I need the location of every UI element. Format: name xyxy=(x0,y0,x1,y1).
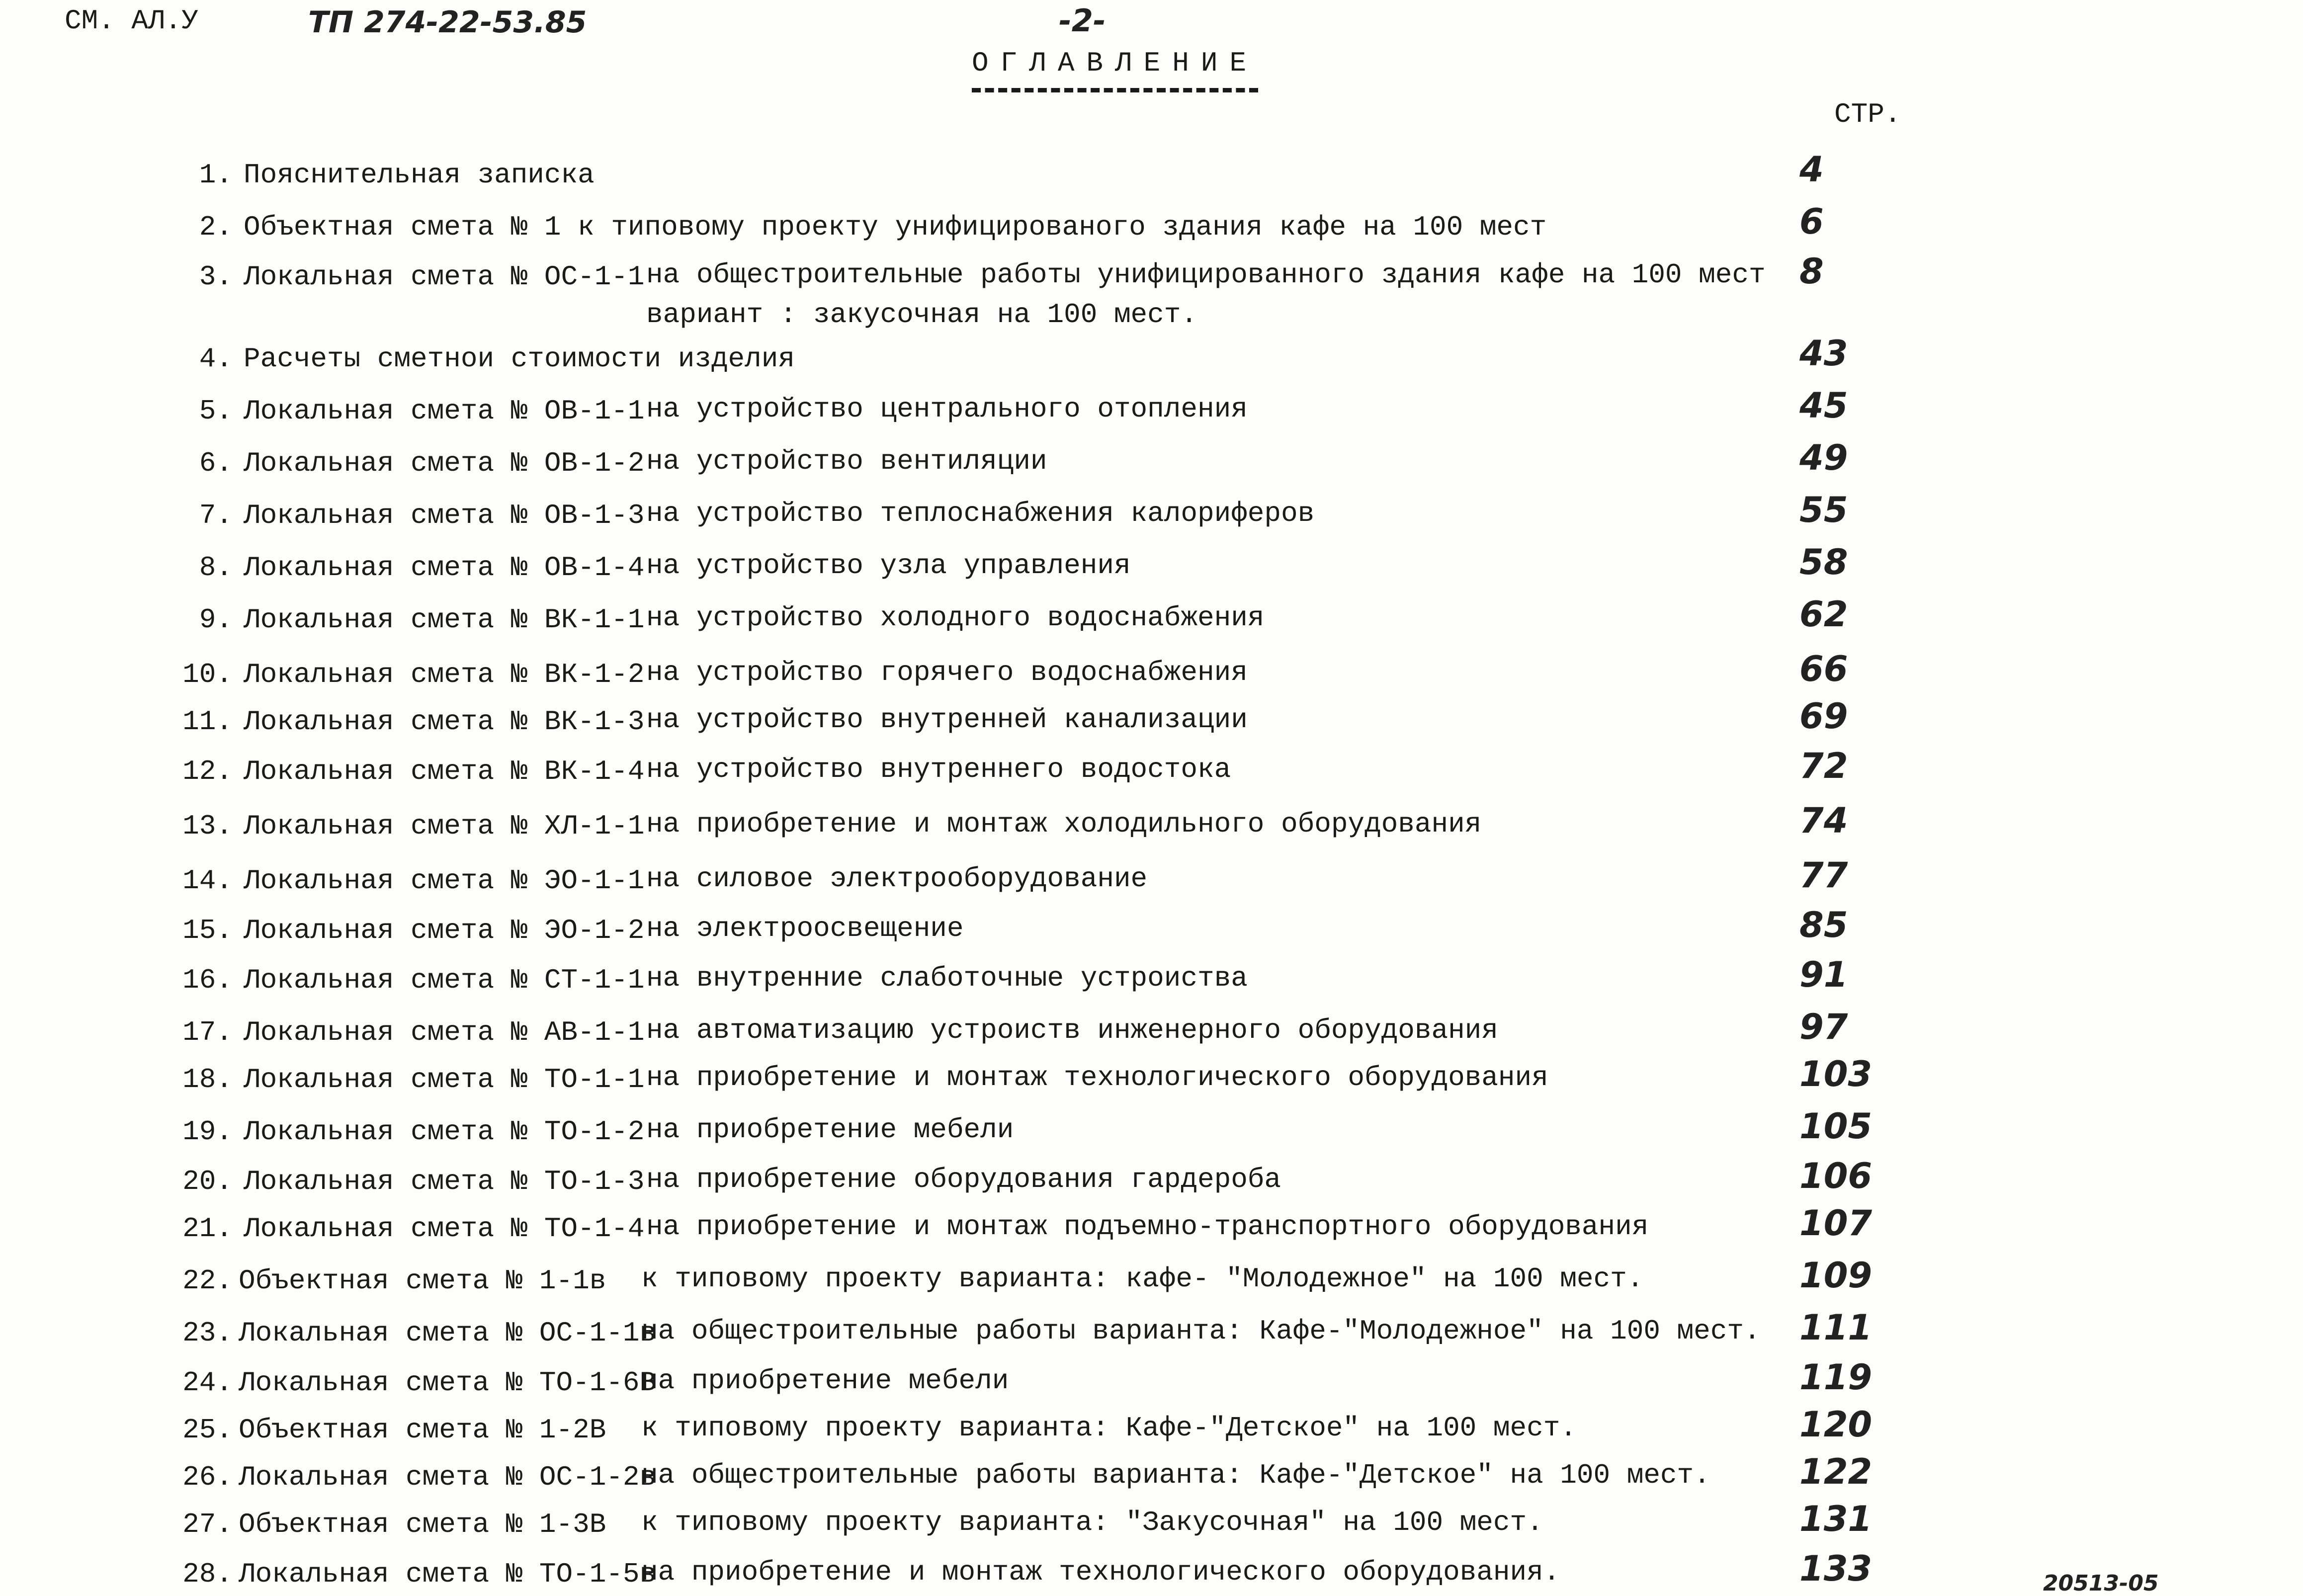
toc-row xyxy=(0,385,2303,430)
toc-item-number: 8. xyxy=(199,552,233,584)
toc-item-number: 12. xyxy=(182,756,233,787)
toc-item-number: 24. xyxy=(182,1367,233,1399)
toc-item-description: на общестроительные работы варианта: Кафе-"Молодежное" на 100 мест. xyxy=(641,1315,1761,1347)
toc-row xyxy=(0,1357,2303,1402)
toc-row xyxy=(0,201,2303,246)
toc-row xyxy=(0,954,2303,999)
toc-item-description: на приобретение мебели xyxy=(641,1365,1009,1397)
toc-item-page: 77 xyxy=(1799,855,1848,896)
toc-item-number: 7. xyxy=(199,500,233,531)
toc-item-description: на приобретение оборудования гардероба xyxy=(646,1164,1281,1195)
toc-item-page: 58 xyxy=(1799,542,1848,583)
toc-item-page: 55 xyxy=(1799,490,1848,530)
toc-item-title: Объектная смета № 1-1в xyxy=(239,1265,606,1297)
toc-item-title: Объектная смета № 1-2В xyxy=(239,1414,606,1446)
toc-item-title: Локальная смета № ОВ-1-2 xyxy=(244,447,645,479)
toc-row xyxy=(0,594,2303,639)
toc-item-title: Пояснительная записка xyxy=(244,159,595,191)
toc-item-description: на приобретение и монтаж технологического оборудования. xyxy=(641,1556,1560,1588)
toc-item-page: 72 xyxy=(1799,746,1848,786)
toc-item-number: 16. xyxy=(182,964,233,996)
toc-item-page: 105 xyxy=(1799,1106,1873,1147)
toc-item-page: 119 xyxy=(1799,1357,1873,1398)
toc-item-title: Локальная смета № ЭО-1-1 xyxy=(244,865,645,897)
toc-item-title: Локальная смета № ВК-1-3 xyxy=(244,706,645,738)
toc-item-page: 74 xyxy=(1799,800,1848,841)
toc-item-description: на устройство центрального отопления xyxy=(646,393,1248,425)
toc-item-title: Локальная смета № ТО-1-5в xyxy=(239,1558,657,1590)
toc-item-description: на устройство холодного водоснабжения xyxy=(646,602,1265,634)
toc-item-page: 133 xyxy=(1799,1548,1873,1589)
toc-item-number: 10. xyxy=(182,659,233,690)
toc-item-number: 20. xyxy=(182,1166,233,1197)
toc-item-description: на устройство внутреннего водостока xyxy=(646,754,1231,785)
toc-item-description: на приобретение и монтаж холодильного оборудования xyxy=(646,808,1482,840)
toc-item-page: 4 xyxy=(1799,149,1824,190)
toc-item-page: 8 xyxy=(1799,251,1824,292)
toc-row xyxy=(0,1404,2303,1449)
toc-item-title: Локальная смета № ОС-1-1 xyxy=(244,261,645,293)
toc-item-title: Локальная смета № ТО-1-2 xyxy=(244,1116,645,1148)
toc-item-title: Локальная смета № АВ-1-1 xyxy=(244,1016,645,1048)
toc-row xyxy=(0,437,2303,482)
archive-stamp: 20513-05 xyxy=(2043,1571,2159,1596)
toc-row xyxy=(0,490,2303,534)
toc-item-description: на общестроительные работы унифицированного здания кафе на 100 мест xyxy=(646,259,1766,291)
toc-item-description: на устройство внутренней канализации xyxy=(646,704,1248,736)
toc-item-number: 4. xyxy=(199,343,233,375)
toc-row xyxy=(0,1054,2303,1098)
page-number: -2- xyxy=(1059,2,1106,39)
project-code: ТП 274-22-53.85 xyxy=(308,5,587,40)
toc-item-title: Объектная смета № 1 к типовому проекту унифицированого здания кафе на 100 мест xyxy=(244,211,1547,243)
toc-item-title: Локальная смета № ВК-1-1 xyxy=(244,604,645,636)
toc-item-title: Локальная смета № ХЛ-1-1 xyxy=(244,810,645,842)
toc-item-description: на приобретение и монтаж подъемно-транспортного оборудования xyxy=(646,1211,1649,1243)
toc-item-page: 43 xyxy=(1799,333,1848,374)
toc-item-title: Локальная смета № ТО-1-6В xyxy=(239,1367,657,1399)
toc-row xyxy=(0,696,2303,741)
toc-item-title: Локальная смета № ОС-1-1в xyxy=(239,1317,657,1349)
toc-item-number: 14. xyxy=(182,865,233,897)
album-ref: СМ. АЛ.У xyxy=(65,5,198,37)
toc-item-title: Локальная смета № ОВ-1-1 xyxy=(244,395,645,427)
toc-item-number: 19. xyxy=(182,1116,233,1148)
toc-item-description: на силовое электрооборудование xyxy=(646,863,1148,895)
toc-item-description: к типовому проекту варианта: Кафе-"Детское" на 100 мест. xyxy=(641,1412,1577,1444)
toc-item-title: Объектная смета № 1-3В xyxy=(239,1509,606,1540)
toc-row xyxy=(0,333,2303,378)
toc-item-title: Локальная смета № ОС-1-2в xyxy=(239,1461,657,1493)
toc-row xyxy=(0,905,2303,949)
toc-item-page: 106 xyxy=(1799,1156,1873,1196)
toc-item-description: на устройство вентиляции xyxy=(646,445,1047,477)
toc-item-page: 103 xyxy=(1799,1054,1873,1094)
toc-item-description: на автоматизацию устроиств инженерного оборудования xyxy=(646,1014,1498,1046)
toc-row xyxy=(0,1203,2303,1248)
toc-item-page: 69 xyxy=(1799,696,1848,737)
toc-item-number: 9. xyxy=(199,604,233,636)
toc-item-number: 21. xyxy=(182,1213,233,1245)
toc-row xyxy=(0,1106,2303,1151)
toc-row xyxy=(0,1451,2303,1496)
toc-row xyxy=(0,1156,2303,1200)
toc-item-description: на внутренние слаботочные устроиства xyxy=(646,962,1248,994)
toc-item-description: на приобретение мебели xyxy=(646,1114,1014,1146)
toc-item-page: 85 xyxy=(1799,905,1848,945)
toc-item-description: к типовому проекту варианта: кафе- "Молодежное" на 100 мест. xyxy=(641,1263,1644,1295)
toc-item-number: 17. xyxy=(182,1016,233,1048)
toc-item-number: 26. xyxy=(182,1461,233,1493)
toc-item-title: Локальная смета № ТО-1-3 xyxy=(244,1166,645,1197)
toc-item-description: на устройство узла управления xyxy=(646,550,1131,582)
toc-item-title: Расчеты сметнои стоимости изделия xyxy=(244,343,795,375)
toc-item-description: к типовому проекту варианта: "Закусочная" на 100 мест. xyxy=(641,1507,1543,1538)
toc-row xyxy=(0,649,2303,693)
page-title: ОГЛАВЛЕНИЕ xyxy=(972,47,1258,92)
toc-item-title: Локальная смета № ВК-1-2 xyxy=(244,659,645,690)
toc-item-number: 5. xyxy=(199,395,233,427)
toc-item-number: 6. xyxy=(199,447,233,479)
toc-item-page: 66 xyxy=(1799,649,1848,689)
toc-item-page: 111 xyxy=(1799,1307,1873,1348)
toc-item-description-cont: вариант : закусочная на 100 мест. xyxy=(646,299,1197,331)
toc-item-page: 120 xyxy=(1799,1404,1873,1445)
toc-item-title: Локальная смета № ОВ-1-4 xyxy=(244,552,645,584)
toc-item-number: 11. xyxy=(182,706,233,738)
page-column-header: СТР. xyxy=(1834,98,1901,130)
toc-item-number: 18. xyxy=(182,1064,233,1095)
toc-row xyxy=(0,542,2303,587)
toc-item-number: 25. xyxy=(182,1414,233,1446)
toc-row xyxy=(0,800,2303,845)
toc-item-page: 91 xyxy=(1799,954,1848,995)
toc-item-number: 1. xyxy=(199,159,233,191)
toc-item-page: 122 xyxy=(1799,1451,1873,1492)
toc-item-title: Локальная смета № ЭО-1-2 xyxy=(244,915,645,946)
toc-item-title: Локальная смета № ВК-1-4 xyxy=(244,756,645,787)
toc-item-page: 62 xyxy=(1799,594,1848,635)
toc-item-page: 6 xyxy=(1799,201,1824,242)
toc-row xyxy=(0,1255,2303,1300)
toc-item-number: 13. xyxy=(182,810,233,842)
toc-row xyxy=(0,149,2303,194)
toc-item-description: на устройство горячего водоснабжения xyxy=(646,657,1248,688)
toc-item-title: Локальная смета № ОВ-1-3 xyxy=(244,500,645,531)
toc-item-page: 49 xyxy=(1799,437,1848,478)
toc-row xyxy=(0,746,2303,790)
toc-item-description: на устройство теплоснабжения калориферов xyxy=(646,498,1315,529)
toc-item-description: на электроосвещение xyxy=(646,913,964,944)
toc-row xyxy=(0,1307,2303,1352)
toc-row xyxy=(0,1548,2303,1593)
toc-row xyxy=(0,1499,2303,1543)
toc-row xyxy=(0,1007,2303,1051)
toc-row xyxy=(0,855,2303,900)
toc-item-title: Локальная смета № СТ-1-1 xyxy=(244,964,645,996)
toc-item-number: 2. xyxy=(199,211,233,243)
toc-item-page: 45 xyxy=(1799,385,1848,426)
toc-item-title: Локальная смета № ТО-1-1 xyxy=(244,1064,645,1095)
toc-item-description: на общестроительные работы варианта: Кафе-"Детское" на 100 мест. xyxy=(641,1459,1710,1491)
toc-item-page: 131 xyxy=(1799,1499,1873,1539)
toc-item-number: 28. xyxy=(182,1558,233,1590)
toc-item-number: 3. xyxy=(199,261,233,293)
toc-item-number: 23. xyxy=(182,1317,233,1349)
toc-item-description: на приобретение и монтаж технологического оборудования xyxy=(646,1062,1548,1093)
toc-item-number: 15. xyxy=(182,915,233,946)
toc-item-number: 27. xyxy=(182,1509,233,1540)
toc-item-number: 22. xyxy=(182,1265,233,1297)
toc-item-page: 107 xyxy=(1799,1203,1873,1244)
toc-row xyxy=(0,251,2303,331)
toc-item-title: Локальная смета № ТО-1-4 xyxy=(244,1213,645,1245)
toc-item-page: 97 xyxy=(1799,1007,1848,1047)
toc-item-page: 109 xyxy=(1799,1255,1873,1296)
